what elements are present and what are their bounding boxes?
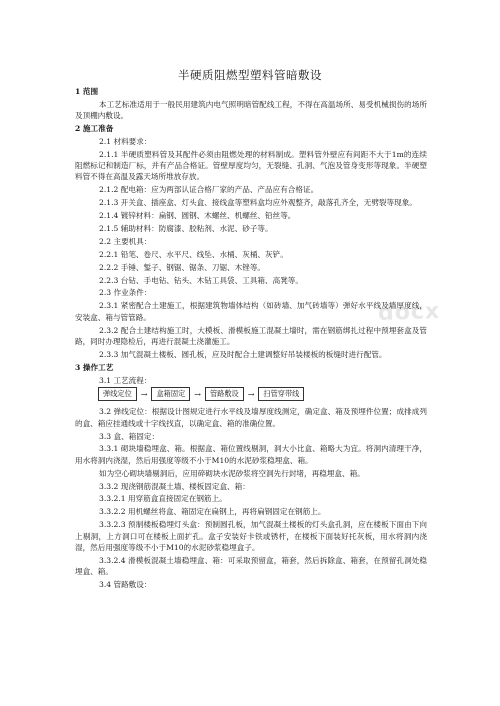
paragraph: 3.3.1 砌块墙稳埋盒、箱。根据盒、箱位置线剔洞，洞大小比盒、箱略大为宜。将洞内清理干净，用水将洞内浇湿，然后用强度等级不小于M10的水泥砂浆稳埋盒、箱。 (75, 444, 427, 465)
paragraph: 2.3.1 紧密配合土建施工，根据建筑物墙体结构（如砖墙、加气砖墙等）弹好水平线及墙厚度线，安装盒、箱与管管路。 (75, 301, 427, 322)
section-heading: 3 操作工艺 (75, 362, 114, 372)
paragraph: 2.3.3 加气混凝土楼板、圆孔板，应及时配合土建调整好吊装楼板的板缝时进行配管。 (99, 349, 387, 359)
flow-step: 扫管穿带线 (258, 387, 304, 401)
paragraph: 2.2.1 铅笔、卷尺、水平尺、线坠、水桶、灰桶、灰铲。 (99, 249, 288, 259)
paragraph: 2.1.4 镀锌材料：扁钢、圆钢、木螺丝、机螺丝、铅丝等。 (99, 211, 296, 221)
document-body (75, 85, 427, 592)
paragraph: 3.1 工艺流程： (99, 375, 152, 385)
paragraph: 3.3.2.2 用机螺丝将盒、箱固定在扁钢上，再将扁钢固定在钢筋上。 (99, 507, 326, 517)
flow-step: 盒箱固定 (151, 387, 190, 401)
watermark-text: docx (377, 298, 441, 327)
section-intro (75, 86, 427, 386)
section-heading: 2 施工准备 (75, 124, 114, 134)
paragraph: 3.2 弹线定位：根据设计图规定进行水平线及墙厚度线测定，确定盒、箱及预埋件位置；成排成列的盒、箱应挂通线或十字线找直，以确定盒、箱的准确位置。 (75, 407, 427, 428)
section-heading: 1 范围 (75, 87, 99, 96)
paragraph: 如为空心砌块墙剔洞后，应用碎砌块水泥砂浆将空洞先行封堵，再稳埋盒、箱。 (99, 468, 365, 478)
paragraph: 2.3.2 配合土建结构施工时，大模板、滑模板施工混凝土墙时，需在钢筋绑扎过程中预埋套盒及管路，同时办理隐检后，再进行混凝土浇灌施工。 (75, 325, 427, 346)
process-flow (75, 387, 427, 401)
paragraph: 2.1.5 辅助材料：防腐漆、胶粘剂、水泥、砂子等。 (99, 224, 273, 234)
paragraph: 3.3.2.3 预制楼板稳埋灯头盒：预制圆孔板，加气混凝土楼板的灯头盒孔洞，应在楼板下面由下向上剔洞，上方洞口可在楼板上面扩孔。盒子安装好卡铁或锈杆，在楼板下面装好托灰板，用水将洞内浇湿，然后用强度等级不小于M10的水泥砂浆稳埋盒子。 (75, 520, 427, 552)
flow-step: 弹线定位 (98, 387, 137, 401)
section-operations (75, 406, 427, 590)
paragraph: 3.3 盒、箱固定： (99, 431, 160, 441)
paragraph: 2.2.3 台钻、手电钻、钻头、木钻工具袋、工具箱、高凳等。 (99, 275, 303, 285)
paragraph: 3.4 管路敷设： (99, 579, 152, 589)
paragraph: 2.2 主要机具： (99, 236, 152, 246)
paragraph: 3.3.2 现浇钢筋混凝土墙、楼板固定盒、箱： (99, 481, 250, 491)
document-title: 半硬质阻燃型塑料管暗敷设 (178, 68, 322, 82)
arrow-right-icon: → (194, 389, 201, 399)
arrow-right-icon: → (140, 389, 148, 399)
paragraph: 2.1.3 开关盒、插座盒、灯头盒、接线盒等塑料盒均应外观整齐，敲落孔齐全，无劈裂等现象。 (99, 198, 417, 208)
paragraph: 3.3.2.4 滑模板混凝土墙稳埋盒、箱：可采取预留盒，箱套，然后拆除盒、箱套，在预留孔洞处稳埋盒、箱。 (75, 555, 427, 577)
paragraph: 3.3.2.1 用穿筋盒直接固定在钢筋上。 (99, 494, 227, 504)
paragraph: 本工艺标准适用于一般民用建筑内电气照明暗管配线工程，不得在高温场所、易受机械损伤的场所及顶棚内敷设。 (75, 99, 427, 121)
arrow-right-icon: → (247, 389, 255, 399)
paragraph: 2.1.2 配电箱：应为两部认证合格厂家的产品、产品应有合格证。 (99, 185, 319, 195)
paragraph: 2.2.2 手锤、錾子、钢锯、锯条、刀锯、木锉等。 (99, 262, 266, 272)
paragraph: 2.3 作业条件： (99, 288, 152, 298)
paragraph: 2.1.1 半硬质塑料管及其配件必须由阻燃处理的材料制成。塑料管外壁应有间距不大于1m的连续阻燃标记和制造厂标，并有产品合格证。管壁厚度均匀，无裂缝、孔洞、气泡及管身变形等现象。半硬塑料管不得在高温及露天场所堆放存放。 (75, 149, 427, 182)
flow-step: 管路敷设 (205, 387, 244, 401)
paragraph: 2.1 材料要求： (99, 136, 152, 146)
